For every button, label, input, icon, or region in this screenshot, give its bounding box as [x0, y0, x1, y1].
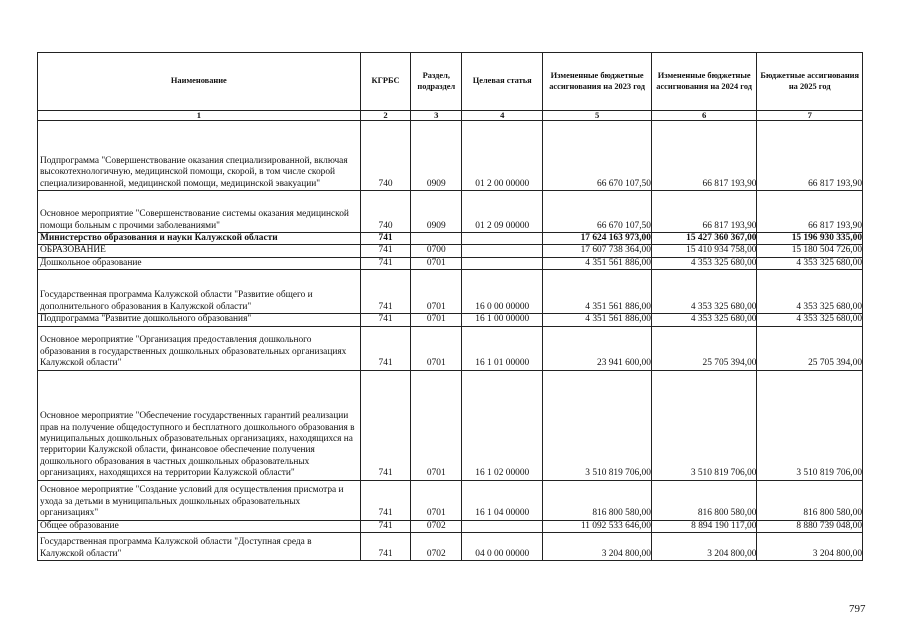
row-2023: 66 670 107,50	[543, 121, 652, 191]
row-name: Основное мероприятие "Обеспечение государственных гарантий реализации прав на получение общедоступного и бесплатного дошкольного образования в муниципальных дошкольных образовательных организациях, находящихся на территории Калужской области, финансовое обеспечение получения дошкольного образования в частных дошкольных образовательных организациях, находящихся на территории Калужской области"	[38, 370, 361, 480]
row-section: 0909	[411, 121, 462, 191]
table-row	[38, 520, 863, 532]
row-kgrbs: 741	[360, 270, 411, 314]
budget-table-sheet	[37, 52, 863, 561]
col-number: 5	[543, 111, 652, 121]
row-kgrbs: 741	[360, 245, 411, 257]
header-row	[38, 53, 863, 111]
row-2023: 3 204 800,00	[543, 533, 652, 561]
table-row	[38, 533, 863, 561]
col-header-name: Наименование	[38, 53, 361, 111]
table-row	[38, 326, 863, 370]
table-row	[38, 270, 863, 314]
row-2025: 3 510 819 706,00	[757, 370, 863, 480]
row-kgrbs: 741	[360, 326, 411, 370]
row-2024: 3 204 800,00	[651, 533, 757, 561]
row-2023: 23 941 600,00	[543, 326, 652, 370]
table-row	[38, 233, 863, 245]
budget-table	[37, 52, 863, 561]
table-row	[38, 480, 863, 520]
row-2023: 4 351 561 886,00	[543, 270, 652, 314]
row-section: 0909	[411, 191, 462, 233]
row-name: Министерство образования и науки Калужской области	[38, 233, 361, 245]
row-name: Государственная программа Калужской области "Развитие общего и дополнительного образования в Калужской области"	[38, 270, 361, 314]
table-row	[38, 191, 863, 233]
row-kgrbs: 740	[360, 121, 411, 191]
row-name: Подпрограмма "Развитие дошкольного образования"	[38, 314, 361, 326]
row-section: 0701	[411, 326, 462, 370]
row-name: Дошкольное образование	[38, 257, 361, 269]
row-2024: 66 817 193,90	[651, 191, 757, 233]
row-section: 0702	[411, 533, 462, 561]
row-2025: 816 800 580,00	[757, 480, 863, 520]
row-section: 0701	[411, 314, 462, 326]
row-2023: 17 624 163 973,00	[543, 233, 652, 245]
row-kgrbs: 741	[360, 533, 411, 561]
column-number-row	[38, 111, 863, 121]
row-target: 16 1 04 00000	[462, 480, 543, 520]
row-target	[462, 520, 543, 532]
row-2025: 4 353 325 680,00	[757, 314, 863, 326]
row-2023: 4 351 561 886,00	[543, 314, 652, 326]
table-row	[38, 370, 863, 480]
col-header-target: Целевая статья	[462, 53, 543, 111]
row-target: 01 2 09 00000	[462, 191, 543, 233]
row-target: 01 2 00 00000	[462, 121, 543, 191]
row-target: 16 1 00 00000	[462, 314, 543, 326]
row-name: Общее образование	[38, 520, 361, 532]
row-2025: 66 817 193,90	[757, 121, 863, 191]
row-2023: 11 092 533 646,00	[543, 520, 652, 532]
row-2025: 4 353 325 680,00	[757, 270, 863, 314]
row-target	[462, 257, 543, 269]
row-target: 16 1 02 00000	[462, 370, 543, 480]
row-2024: 15 410 934 758,00	[651, 245, 757, 257]
row-kgrbs: 741	[360, 257, 411, 269]
row-2024: 8 894 190 117,00	[651, 520, 757, 532]
row-name: Государственная программа Калужской области "Доступная среда в Калужской области"	[38, 533, 361, 561]
row-2023: 4 351 561 886,00	[543, 257, 652, 269]
row-section: 0702	[411, 520, 462, 532]
row-2024: 4 353 325 680,00	[651, 270, 757, 314]
row-target: 04 0 00 00000	[462, 533, 543, 561]
row-section: 0701	[411, 270, 462, 314]
table-row	[38, 314, 863, 326]
col-header-section: Раздел, подраздел	[411, 53, 462, 111]
row-name: ОБРАЗОВАНИЕ	[38, 245, 361, 257]
row-2025: 15 180 504 726,00	[757, 245, 863, 257]
row-kgrbs: 741	[360, 520, 411, 532]
row-kgrbs: 740	[360, 191, 411, 233]
row-2024: 4 353 325 680,00	[651, 314, 757, 326]
row-target: 16 1 01 00000	[462, 326, 543, 370]
row-2024: 816 800 580,00	[651, 480, 757, 520]
row-2023: 816 800 580,00	[543, 480, 652, 520]
row-2025: 8 880 739 048,00	[757, 520, 863, 532]
table-row	[38, 121, 863, 191]
row-section: 0700	[411, 245, 462, 257]
row-2024: 25 705 394,00	[651, 326, 757, 370]
row-2023: 66 670 107,50	[543, 191, 652, 233]
row-2025: 25 705 394,00	[757, 326, 863, 370]
row-name: Подпрограмма "Совершенствование оказания специализированной, включая высокотехнологичную, медицинской помощи, скорой, в том числе скорой специализированной, медицинской помощи, медицинской эвакуации"	[38, 121, 361, 191]
row-section: 0701	[411, 370, 462, 480]
row-2025: 66 817 193,90	[757, 191, 863, 233]
row-2024: 3 510 819 706,00	[651, 370, 757, 480]
row-2024: 66 817 193,90	[651, 121, 757, 191]
row-target	[462, 233, 543, 245]
page-number: 797	[849, 603, 866, 615]
row-target	[462, 245, 543, 257]
col-number: 6	[651, 111, 757, 121]
table-row	[38, 245, 863, 257]
row-kgrbs: 741	[360, 370, 411, 480]
col-number: 7	[757, 111, 863, 121]
col-number: 3	[411, 111, 462, 121]
col-number: 4	[462, 111, 543, 121]
col-number: 1	[38, 111, 361, 121]
row-2025: 3 204 800,00	[757, 533, 863, 561]
col-header-2025: Бюджетные ассигнования на 2025 год	[757, 53, 863, 111]
row-2023: 3 510 819 706,00	[543, 370, 652, 480]
row-2024: 15 427 360 367,00	[651, 233, 757, 245]
row-section: 0701	[411, 480, 462, 520]
col-header-2023: Измененные бюджетные ассигнования на 2023 год	[543, 53, 652, 111]
row-name: Основное мероприятие "Совершенствование системы оказания медицинской помощи больным с прочими заболеваниями"	[38, 191, 361, 233]
col-header-2024: Измененные бюджетные ассигнования на 2024 год	[651, 53, 757, 111]
row-section	[411, 233, 462, 245]
row-target: 16 0 00 00000	[462, 270, 543, 314]
row-name: Основное мероприятие "Организация предоставления дошкольного образования в государственных дошкольных образовательных организациях Калужской области"	[38, 326, 361, 370]
row-2023: 17 607 738 364,00	[543, 245, 652, 257]
row-kgrbs: 741	[360, 233, 411, 245]
row-kgrbs: 741	[360, 480, 411, 520]
row-name: Основное мероприятие "Создание условий для осуществления присмотра и ухода за детьми в муниципальных дошкольных образовательных организациях"	[38, 480, 361, 520]
row-2025: 15 196 930 335,00	[757, 233, 863, 245]
col-number: 2	[360, 111, 411, 121]
row-section: 0701	[411, 257, 462, 269]
col-header-kgrbs: КГРБС	[360, 53, 411, 111]
table-row	[38, 257, 863, 269]
row-2025: 4 353 325 680,00	[757, 257, 863, 269]
row-2024: 4 353 325 680,00	[651, 257, 757, 269]
row-kgrbs: 741	[360, 314, 411, 326]
